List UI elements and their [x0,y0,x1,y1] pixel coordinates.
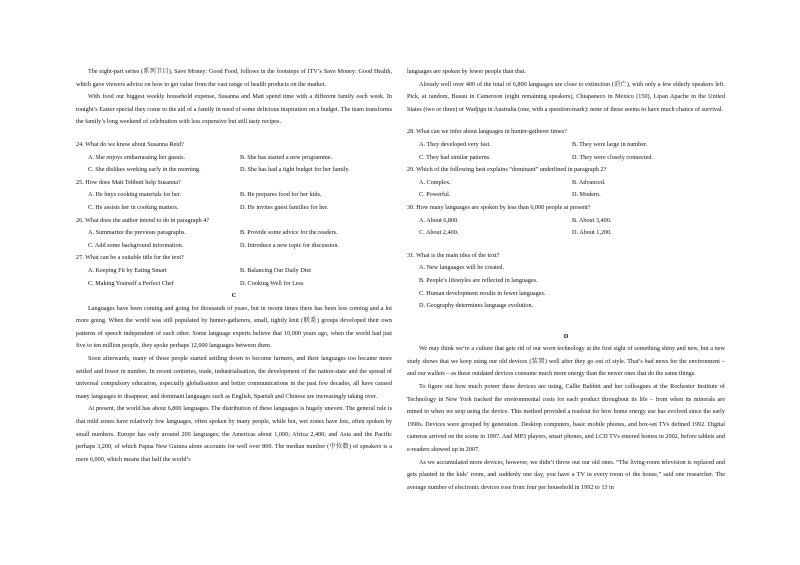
question-stem: 27. What can be a suitable title for the text? [76,254,184,262]
question-stem: 31. What is the main idea of the text? [407,251,500,259]
passage-c-paragraph: Already well over 400 of the total of 6,800 languages are close to extinction (消亡), with only a few elderly speakers left. Pick, at random, Busuu in Cameroon (eight remaining speakers), Chiapaneco in Mexico (150), Lipan Apache in the United States (two or three) or Wadjigu in Australia (one, with a question-mark): none of these seems to have much chance of survival. [407,80,725,113]
question-31 [407,250,725,313]
option-b[interactable]: B. Balancing Our Daily Diet [240,266,311,274]
passage-c-paragraph: Languages have been coming and going for thousands of years, but in recent times there has been less coming and a lot more going. When the world was still populated by hunter-gatherers, small, tightly knit (联系) groups developed their own patterns of speech independent of each other. Some language experts believe that 10,000 years ago, when the world had just five to ten million people, they spoke perhaps 12,000 languages between them. [76,304,392,350]
option-a[interactable]: A. Keeping Fit by Eating Smart [88,266,167,274]
passage-c-paragraph: Soon afterwards, many of those people started settling down to become farmers, and their languages too became more settled and fewer in number. In recent centuries, trade, industrialisation, the development of the nation-state and the spread of universal compulsory education, especially globalisation and better communications in the past few decades, all have caused many languages to disappear, and dominant languages such as English, Spanish and Chinese are increasingly taking over. [76,355,392,400]
option-c[interactable]: C. Add some background information. [88,241,184,249]
passage-d-paragraph: We may think we’re a culture that gets rid of our worn technology at the first sight of something shiny and new, but a new study shows that we keep using our old devices (装置) well after they go out of style. That’s bad news for the environment – and our wallets – as these outdated devices consume much more energy than the newer ones that do the same things. [407,345,725,378]
option-b[interactable]: B. She has started a new programme. [240,153,333,161]
question-stem: 28. What can we infer about languages in hunter-gatherer times? [407,128,567,136]
question-27 [76,252,392,290]
option-c[interactable]: C. They had similar patterns. [419,153,491,161]
option-c[interactable]: C. She dislikes working early in the morning. [88,166,201,174]
option-d[interactable]: D. Cooking Well for Less [240,279,304,287]
option-d[interactable]: D. They were closely connected. [572,153,653,161]
option-c[interactable]: C. He assists her in cooking matters. [88,203,179,211]
question-stem: 26. What does the author intend to do in paragraph 4? [76,216,210,224]
question-29 [407,164,725,202]
option-c[interactable]: C. Making Yourself a Perfect Chef [88,279,174,287]
passage-d-paragraph: To figure out how much power these devices are using, Callie Babbitt and her colleagues at the Rochester Institute of Technology in New York tracked the environmental costs for each product throughout its life – from when its minerals are mined to when we stop using the device. This method provided a readout for how home energy use has evolved since the early 1990s. Devices were grouped by generation. Desktop computers, basic mobile phones, and box-set TVs defined 1992. Digital cameras arrived on the scene in 1997. And MP3 players, smart phones, and LCD TVs entered homes in 2002, before tablets and e-readers showed up in 2007. [407,383,725,454]
question-26 [76,215,392,253]
option-c[interactable]: C. About 2,400. [419,229,459,237]
left-column [76,66,392,466]
option-b[interactable]: B. They were large in number. [572,140,648,148]
option-a[interactable]: A. He buys cooking materials for her. [88,191,182,199]
option-d[interactable]: D. Introduce a new topic for discussion. [240,241,339,249]
passage-b-paragraph: The eight-part series (系列节目), Save Money: Good Food, follows in the footsteps of ITV’s Save Money: Good Health, which gave viewers advice on how to get value from the vast range of health products on the market. [76,68,392,88]
question-24 [76,139,392,177]
passage-c-paragraph: At present, the world has about 6,800 languages. The distribution of these languages is hugely uneven. The general rule is that mild zones have relatively few languages, often spoken by many people, while hot, wet zones have lots, often spoken by small numbers. Europe has only around 200 languages; the Americas about 1,000; Africa 2,400; and Asia and the Pacific perhaps 3,200, of which Papua New Guinea alone accounts for well over 800. The median number (中位数) of speakers is a mere 6,000, which means that half the world’s [76,405,392,463]
option-c[interactable]: C. Human development results in fewer languages. [419,289,546,297]
option-d[interactable]: D. Geography determines language evolution. [419,302,534,310]
option-b[interactable]: B. About 3,400. [572,216,612,224]
section-d-heading: D [563,332,569,340]
right-column [407,66,725,494]
option-a[interactable]: A. Summarize the previous paragraphs. [88,229,186,237]
question-stem: 25. How does Matt Tebbutt help Susanna? [76,178,181,186]
question-stem: 30. How many languages are spoken by less than 6,000 people at present? [407,203,591,211]
question-stem: 29. Which of the following best explains “dominant” underlined in paragraph 2? [407,166,607,174]
passage-b-paragraph: With food our biggest weekly household expense, Susanna and Matt spend time with a different family each week. In tonight’s Easter special they come to the aid of a family in need of some delicious inspiration on a budget. The team transforms the family’s long weekend of celebration with less expensive but still tasty recipes. [76,93,392,126]
option-b[interactable]: B. Provide some advice for the readers. [240,229,338,237]
option-a[interactable]: A. She enjoys embarrassing her guests. [88,153,186,161]
option-b[interactable]: B. People’s lifestyles are reflected in languages. [419,276,538,284]
question-28 [407,126,725,164]
passage-c-paragraph: languages are spoken by fewer people than that. [407,68,526,75]
option-d[interactable]: D. About 1,200. [572,229,612,237]
question-stem: 24. What do we know about Susanna Reid? [76,140,184,148]
option-a[interactable]: A. They developed very fast. [419,140,491,148]
option-c[interactable]: C. Powerful. [419,191,451,199]
option-d[interactable]: D. She has had a tight budget for her family. [240,166,350,174]
option-d[interactable]: D. Modern. [572,191,601,199]
option-b[interactable]: B. He prepares food for her kids. [240,191,322,199]
option-a[interactable]: A. About 6,800. [419,216,459,224]
option-b[interactable]: B. Advanced. [572,178,606,186]
option-a[interactable]: A. New languages will be created. [419,264,505,272]
question-30 [407,202,725,240]
question-25 [76,177,392,215]
option-d[interactable]: D. He invites guest families for her. [240,203,329,211]
option-a[interactable]: A. Complex. [419,178,451,186]
section-c-heading: C [231,292,237,300]
passage-d-paragraph: As we accumulated more devices, however, we didn’t throw out our old ones. “The living-room television is replaced and gets planted in the kids’ room, and suddenly one day, you have a TV in every room of the house,” said one researcher. The average number of electronic devices rose from four per household in 1992 to 13 in [407,458,725,491]
